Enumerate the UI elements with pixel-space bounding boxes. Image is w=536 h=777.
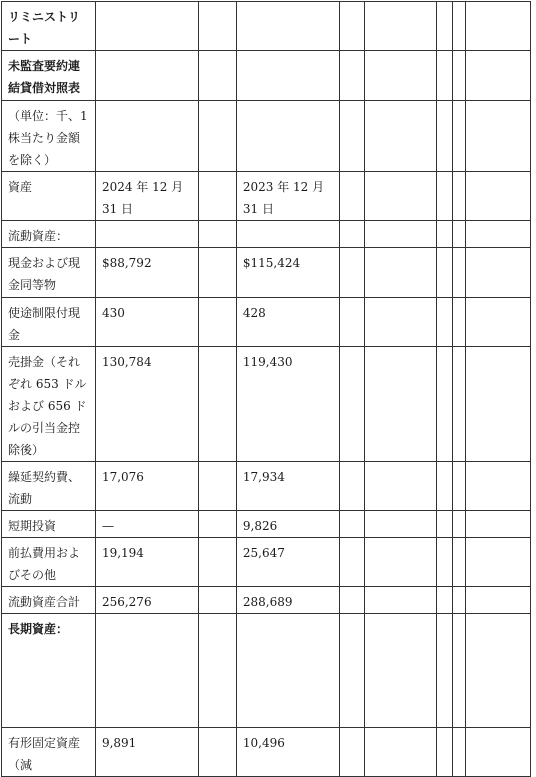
empty-cell (437, 614, 453, 728)
empty-cell (199, 172, 237, 221)
value-2024: 19,194 (95, 538, 198, 587)
empty-cell (453, 101, 465, 172)
table-row (2, 728, 531, 777)
table-row (2, 2, 531, 51)
value-2023 (236, 221, 339, 248)
empty-cell (340, 728, 365, 777)
value-2023 (236, 51, 339, 101)
value-2023: 10,496 (236, 728, 339, 777)
empty-cell (437, 2, 453, 51)
table-row (2, 101, 531, 172)
empty-cell (340, 587, 365, 614)
row-label: 資産 (2, 172, 96, 221)
row-label: 使途制限付現金 (2, 298, 96, 347)
table-row (2, 587, 531, 614)
empty-cell (199, 2, 237, 51)
empty-cell (364, 2, 437, 51)
value-2024 (95, 101, 198, 172)
empty-cell (465, 298, 530, 347)
empty-cell (364, 101, 437, 172)
empty-cell (199, 248, 237, 298)
empty-cell (364, 172, 437, 221)
value-2023 (236, 101, 339, 172)
value-2024 (95, 51, 198, 101)
empty-cell (453, 248, 465, 298)
row-label: 短期投資 (2, 511, 96, 538)
value-2023: 288,689 (236, 587, 339, 614)
table-row (2, 538, 531, 587)
empty-cell (199, 101, 237, 172)
empty-cell (340, 614, 365, 728)
empty-cell (340, 347, 365, 462)
table-row (2, 298, 531, 347)
row-label: 現金および現金同等物 (2, 248, 96, 298)
value-2024: 2024 年 12 月 31 日 (95, 172, 198, 221)
table-row (2, 511, 531, 538)
empty-cell (364, 51, 437, 101)
row-label: 未監査要約連結貸借対照表 (2, 51, 96, 101)
row-label: 長期資産： (2, 614, 96, 728)
empty-cell (199, 728, 237, 777)
empty-cell (364, 462, 437, 511)
table-row (2, 462, 531, 511)
value-2024: — (95, 511, 198, 538)
empty-cell (437, 51, 453, 101)
empty-cell (199, 347, 237, 462)
empty-cell (453, 2, 465, 51)
value-2023: $115,424 (236, 248, 339, 298)
empty-cell (199, 538, 237, 587)
empty-cell (199, 51, 237, 101)
empty-cell (465, 462, 530, 511)
value-2024: 9,891 (95, 728, 198, 777)
empty-cell (340, 51, 365, 101)
table-row (2, 51, 531, 101)
value-2024 (95, 2, 198, 51)
empty-cell (465, 728, 530, 777)
value-2024 (95, 614, 198, 728)
value-2023 (236, 2, 339, 51)
empty-cell (437, 538, 453, 587)
row-label: 流動資産： (2, 221, 96, 248)
empty-cell (465, 101, 530, 172)
empty-cell (340, 511, 365, 538)
table-body (2, 2, 531, 777)
table-row (2, 248, 531, 298)
empty-cell (340, 248, 365, 298)
empty-cell (364, 538, 437, 587)
empty-cell (364, 248, 437, 298)
empty-cell (437, 462, 453, 511)
empty-cell (465, 248, 530, 298)
empty-cell (199, 614, 237, 728)
row-label: リミニストリート (2, 2, 96, 51)
value-2023 (236, 614, 339, 728)
value-2024: 17,076 (95, 462, 198, 511)
value-2024: $88,792 (95, 248, 198, 298)
table-row (2, 221, 531, 248)
empty-cell (437, 101, 453, 172)
value-2023: 119,430 (236, 347, 339, 462)
empty-cell (437, 511, 453, 538)
empty-cell (453, 172, 465, 221)
empty-cell (340, 101, 365, 172)
empty-cell (199, 221, 237, 248)
empty-cell (465, 538, 530, 587)
value-2024: 256,276 (95, 587, 198, 614)
empty-cell (465, 511, 530, 538)
empty-cell (453, 298, 465, 347)
empty-cell (364, 728, 437, 777)
empty-cell (340, 538, 365, 587)
empty-cell (340, 221, 365, 248)
empty-cell (465, 2, 530, 51)
empty-cell (453, 538, 465, 587)
empty-cell (364, 614, 437, 728)
empty-cell (199, 298, 237, 347)
empty-cell (453, 462, 465, 511)
value-2023: 25,647 (236, 538, 339, 587)
empty-cell (364, 511, 437, 538)
table-row (2, 172, 531, 221)
table-row (2, 347, 531, 462)
value-2024 (95, 221, 198, 248)
empty-cell (465, 51, 530, 101)
empty-cell (453, 51, 465, 101)
empty-cell (364, 587, 437, 614)
empty-cell (437, 221, 453, 248)
empty-cell (437, 728, 453, 777)
empty-cell (437, 172, 453, 221)
empty-cell (453, 728, 465, 777)
empty-cell (437, 248, 453, 298)
empty-cell (340, 2, 365, 51)
empty-cell (465, 347, 530, 462)
empty-cell (437, 298, 453, 347)
empty-cell (453, 511, 465, 538)
empty-cell (364, 298, 437, 347)
empty-cell (465, 587, 530, 614)
table-row (2, 614, 531, 728)
balance-sheet-table (1, 1, 531, 777)
value-2024: 130,784 (95, 347, 198, 462)
empty-cell (199, 587, 237, 614)
value-2024: 430 (95, 298, 198, 347)
value-2023: 428 (236, 298, 339, 347)
empty-cell (453, 614, 465, 728)
row-label: 流動資産合計 (2, 587, 96, 614)
empty-cell (340, 172, 365, 221)
empty-cell (453, 347, 465, 462)
value-2023: 2023 年 12 月 31 日 (236, 172, 339, 221)
empty-cell (465, 221, 530, 248)
empty-cell (453, 221, 465, 248)
empty-cell (465, 172, 530, 221)
row-label: （単位：千、1株当たり金額を除く） (2, 101, 96, 172)
value-2023: 17,934 (236, 462, 339, 511)
row-label: 繰延契約費、流動 (2, 462, 96, 511)
row-label: 売掛金（それぞれ 653 ドルおよび 656 ドルの引当金控除後） (2, 347, 96, 462)
empty-cell (199, 462, 237, 511)
row-label: 前払費用およびその他 (2, 538, 96, 587)
empty-cell (340, 298, 365, 347)
value-2023: 9,826 (236, 511, 339, 538)
empty-cell (364, 221, 437, 248)
empty-cell (437, 347, 453, 462)
empty-cell (465, 614, 530, 728)
row-label: 有形固定資産（減 (2, 728, 96, 777)
empty-cell (364, 347, 437, 462)
empty-cell (437, 587, 453, 614)
empty-cell (340, 462, 365, 511)
empty-cell (199, 511, 237, 538)
empty-cell (453, 587, 465, 614)
